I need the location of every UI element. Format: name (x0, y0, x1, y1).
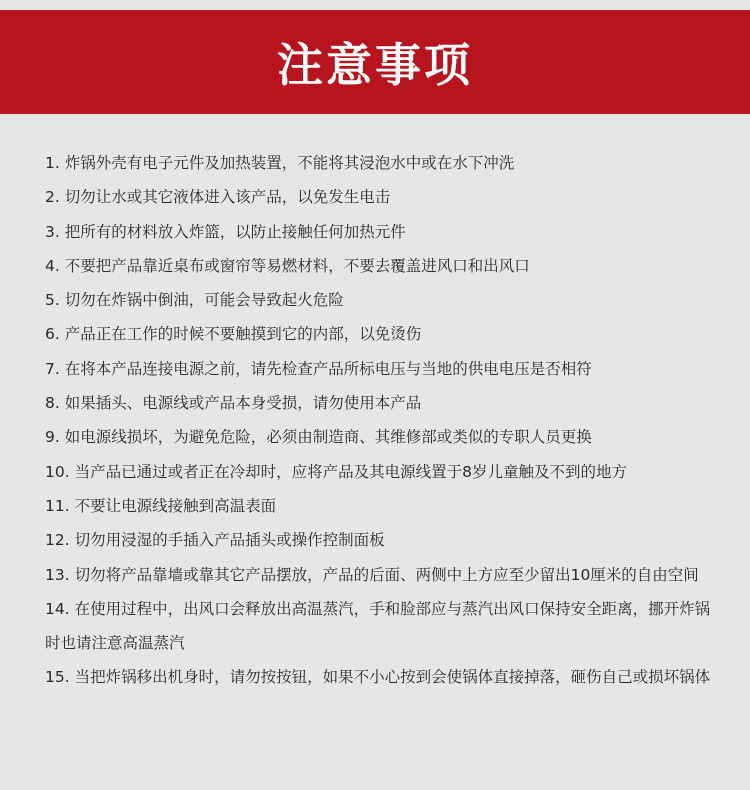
list-item: 12. 切勿用浸湿的手插入产品插头或操作控制面板 (45, 531, 385, 550)
precautions-list (45, 146, 725, 695)
list-item: 14. 在使用过程中，出风口会释放出高温蒸汽，手和脸部应与蒸汽出风口保持安全距离，挪开炸锅时也请注意高温蒸汽 (45, 599, 711, 653)
list-item: 11. 不要让电源线接触到高温表面 (45, 496, 277, 515)
list-item: 1. 炸锅外壳有电子元件及加热装置，不能将其浸泡水中或在水下冲洗 (45, 154, 515, 172)
list-item: 8. 如果插头、电源线或产品本身受损，请勿使用本产品 (45, 394, 422, 413)
list-item: 15. 当把炸锅移出机身时，请勿按按钮，如果不小心按到会使锅体直接掉落，砸伤自己或损坏锅体 (45, 668, 711, 687)
list-item: 5. 切勿在炸锅中倒油，可能会导致起火危险 (45, 291, 344, 310)
page-title: 注意事项 (277, 38, 473, 92)
list-item: 2. 切勿让水或其它液体进入该产品，以免发生电击 (45, 188, 391, 207)
list-item: 7. 在将本产品连接电源之前，请先检查产品所标电压与当地的供电电压是否相符 (45, 359, 592, 378)
list-item: 10. 当产品已通过或者正在冷却时，应将产品及其电源线置于8岁儿童触及不到的地方 (45, 462, 627, 481)
list-item: 6. 产品正在工作的时候不要触摸到它的内部，以免烫伤 (45, 325, 422, 344)
list-item: 9. 如电源线损坏，为避免危险，必须由制造商、其维修部或类似的专职人员更换 (45, 428, 592, 447)
list-item: 4. 不要把产品靠近桌布或窗帘等易燃材料，不要去覆盖进风口和出风口 (45, 256, 530, 275)
list-item: 13. 切勿将产品靠墙或靠其它产品摆放，产品的后面、两侧中上方应至少留出10厘米的自由空间 (45, 565, 699, 584)
header-banner (0, 10, 750, 114)
list-item: 3. 把所有的材料放入炸篮，以防止接触任何加热元件 (45, 222, 406, 241)
